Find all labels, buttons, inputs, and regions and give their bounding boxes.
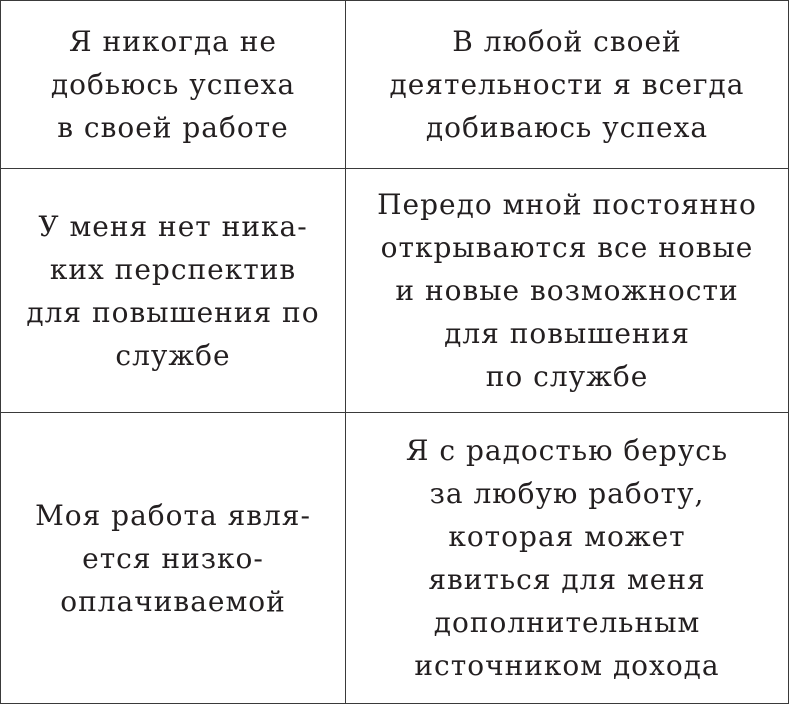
- statement-line: для повышения: [444, 317, 690, 350]
- statement-line: явиться для меня: [428, 563, 706, 596]
- table-row: [1, 169, 789, 413]
- statement-line: Я никогда не: [69, 25, 277, 58]
- statement-line: У меня нет ника-: [38, 209, 308, 243]
- statement-line: оплачиваемой: [60, 584, 286, 618]
- table-row: [1, 1, 789, 169]
- statement-line: ется низко-: [82, 541, 264, 575]
- statement-line: для повышения по: [26, 295, 320, 329]
- positive-statement-cell: [346, 413, 789, 704]
- statement-line: и новые возможности: [395, 274, 739, 307]
- statement-line: ких перспектив: [49, 252, 297, 286]
- statement-line: в своей работе: [57, 111, 289, 144]
- statement-line: за любую работу,: [429, 477, 705, 510]
- negative-statement-cell: [1, 169, 346, 413]
- statement-line: дополнительным: [433, 606, 701, 639]
- statement-line: Передо мной постоянно: [377, 188, 757, 221]
- statement-line: которая может: [448, 520, 686, 553]
- statement-line: Я с радостью берусь: [405, 434, 729, 467]
- positive-statement-cell: [346, 169, 789, 413]
- statement-line: добьюсь успеха: [50, 68, 296, 101]
- statement-line: добиваюсь успеха: [425, 111, 709, 144]
- table-row: [1, 413, 789, 704]
- positive-statement-cell: [346, 1, 789, 169]
- statement-line: открываются все новые: [380, 231, 754, 264]
- negative-statement-cell: [1, 413, 346, 704]
- statement-line: Моя работа явля-: [35, 498, 311, 532]
- statement-line: В любой своей: [452, 25, 682, 58]
- statement-line: источником дохода: [414, 649, 720, 682]
- statement-line: деятельности я всегда: [389, 68, 745, 101]
- negative-statement-cell: [1, 1, 346, 169]
- statement-line: службе: [115, 338, 231, 372]
- statement-line: по службе: [485, 360, 649, 393]
